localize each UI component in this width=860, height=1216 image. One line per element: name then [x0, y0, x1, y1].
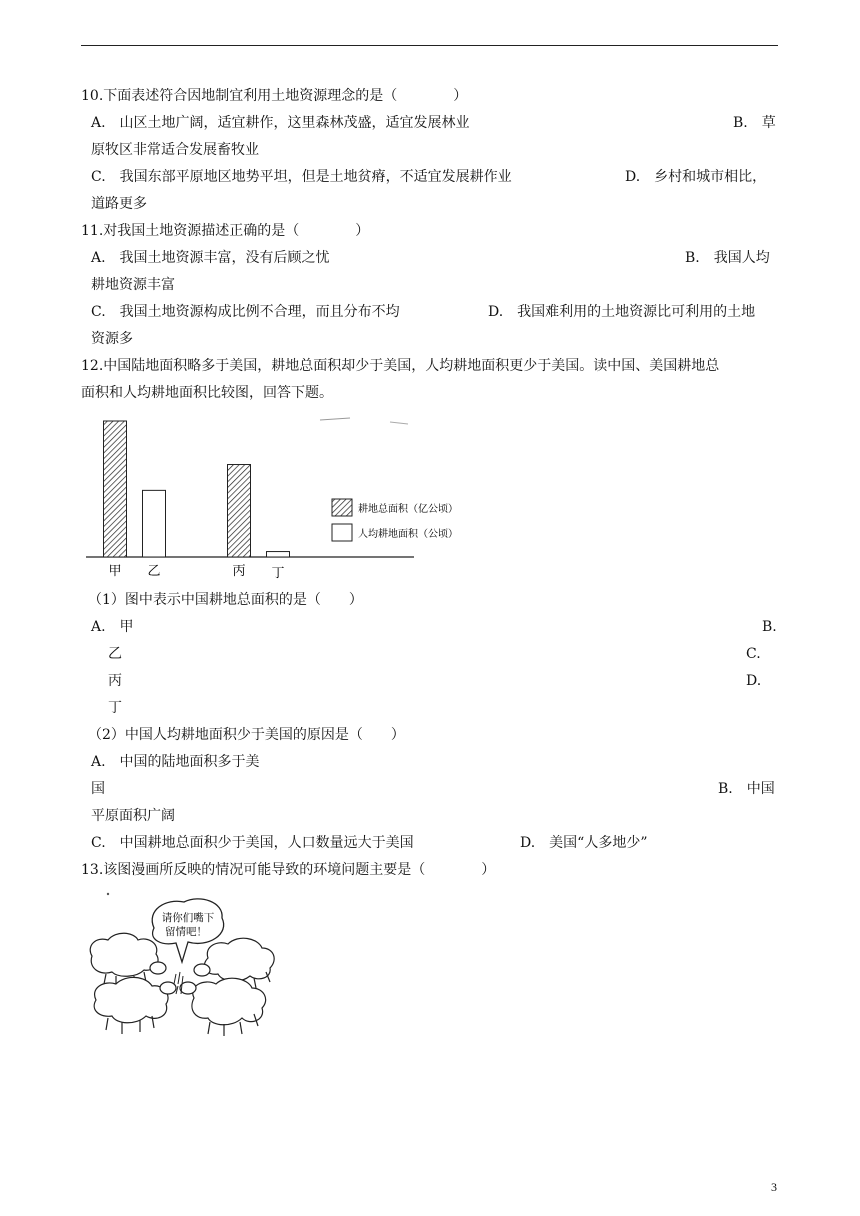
page-number: 3	[771, 1180, 777, 1194]
bar-丙-total	[228, 465, 251, 557]
q11-option-c[interactable]: C. 我国土地资源构成比例不合理，而且分布不均	[91, 304, 400, 320]
q12-stem-line2: 面积和人均耕地面积比较图，回答下题。	[81, 385, 333, 401]
q10-option-d[interactable]: D. 乡村和城市相比，	[625, 169, 767, 185]
q12-stem-line1: 12.中国陆地面积略多于美国，耕地总面积却少于美国，人均耕地面积更少于美国。读中国、美国耕地总	[81, 358, 720, 374]
q12-sub2-option-b-cont: 平原面积广阔	[91, 808, 175, 824]
category-label-bing: 丙	[232, 564, 246, 579]
q12-sub2-option-d[interactable]: D. 美国“人多地少”	[520, 835, 648, 851]
bar-丁-per-capita	[267, 552, 290, 557]
q10-option-b[interactable]: B. 草	[733, 115, 776, 131]
q12-sub1-option-b-text: 乙	[108, 646, 122, 662]
q12-sub2-option-a-cont: 国	[91, 781, 105, 797]
q11-option-b-cont: 耕地资源丰富	[91, 277, 175, 293]
q10-option-a[interactable]: A. 山区土地广阔，适宜耕作，这里森林茂盛，适宜发展林业	[91, 115, 470, 131]
farmland-bar-chart	[82, 412, 458, 582]
q12-sub1-option-d-text: 丁	[108, 700, 122, 716]
category-label-jia: 甲	[108, 564, 122, 579]
q12-sub2-option-b[interactable]: B. 中国	[718, 781, 775, 797]
q12-sub1-option-b[interactable]: B.	[762, 619, 777, 635]
q11-option-b[interactable]: B. 我国人均	[685, 250, 770, 266]
q11-stem: 11.对我国土地资源描述正确的是（ ）	[81, 223, 370, 239]
q11-option-d[interactable]: D. 我国难利用的土地资源比可利用的土地	[488, 304, 756, 320]
category-label-yi: 乙	[147, 564, 161, 579]
legend-swatch-per-capita	[332, 524, 352, 541]
q10-stem: 10.下面表述符合因地制宜利用土地资源理念的是（ ）	[81, 88, 468, 104]
q12-sub1-stem: （1）图中表示中国耕地总面积的是（ ）	[88, 592, 363, 608]
q12-sub1-option-a[interactable]: A. 甲	[91, 619, 134, 635]
speech-bubble-line2: 留情吧！	[165, 926, 207, 938]
q13-stem: 13.该图漫画所反映的情况可能导致的环境问题主要是（ ）	[81, 862, 496, 878]
q10-option-c[interactable]: C. 我国东部平原地区地势平坦，但是土地贫瘠，不适宜发展耕作业	[91, 169, 512, 185]
q12-sub1-option-d[interactable]: D.	[746, 673, 762, 689]
sheep-bottom-right-icon	[180, 978, 266, 1036]
q11-option-a[interactable]: A. 我国土地资源丰富，没有后顾之忧	[91, 250, 330, 266]
bar-甲-total	[104, 421, 127, 557]
sheep-bottom-left-icon	[94, 977, 176, 1034]
sheep-grazing-cartoon	[82, 888, 282, 1048]
q11-option-d-cont: 资源多	[91, 331, 133, 347]
q12-sub2-stem: （2）中国人均耕地面积少于美国的原因是（ ）	[88, 727, 405, 743]
q10-option-d-cont: 道路更多	[91, 196, 147, 212]
q12-sub2-option-c[interactable]: C. 中国耕地总面积少于美国，人口数量远大于美国	[91, 835, 414, 851]
bar-乙-per-capita	[143, 490, 166, 557]
header-rule	[81, 45, 778, 46]
legend-label-per-capita: 人均耕地面积（公顷）	[358, 529, 458, 540]
q10-option-b-cont: 原牧区非常适合发展畜牧业	[91, 142, 259, 158]
category-label-ding: 丁	[271, 566, 285, 581]
legend-label-total: 耕地总面积（亿公顷）	[358, 504, 458, 515]
legend-swatch-total	[332, 499, 352, 516]
q12-sub1-option-c-text: 丙	[108, 673, 122, 689]
q12-sub2-option-a[interactable]: A. 中国的陆地面积多于美	[91, 754, 260, 770]
q12-sub1-option-c[interactable]: C.	[746, 646, 761, 662]
speech-bubble-line1: 请你们嘴下	[161, 912, 215, 924]
